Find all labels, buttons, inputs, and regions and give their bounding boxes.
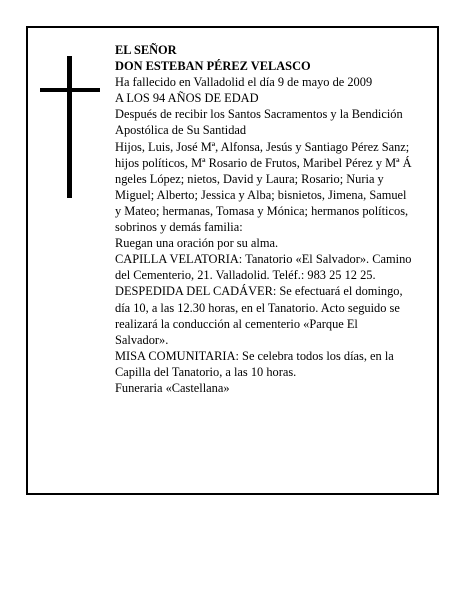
family-list: Hijos, Luis, José Mª, Alfonsa, Jesús y Santiago Pérez Sanz; hijos políticos, Mª Rosario de Frutos, Maribel Pérez y Mª Á ngeles López; nietos, David y Laura; Rosario; Nuria y Miguel; Alberto; Jessica y Alba; bisnietos, Jimena, Samuel y Mateo; hermanas, Tomasa y Mónica; hermanos políticos, sobrinos y demás familia: bbox=[115, 139, 412, 235]
chapel-info: CAPILLA VELATORIA: Tanatorio «El Salvador». Camino del Cementerio, 21. Valladolid. Teléf.: 983 25 12 25. bbox=[115, 252, 412, 283]
deceased-name: DON ESTEBAN PÉREZ VELASCO bbox=[115, 59, 311, 74]
mass-info: MISA COMUNITARIA: Se celebra todos los días, en la Capilla del Tanatorio, a las 10 horas. bbox=[115, 348, 394, 379]
death-line: Ha fallecido en Valladolid el día 9 de mayo de 2009 bbox=[115, 75, 373, 90]
cross-vertical-bar bbox=[67, 56, 72, 198]
farewell-info: DESPEDIDA DEL CADÁVER: Se efectuará el domingo, día 10, a las 12.30 horas, en el Tanatorio. Acto seguido se realizará la conducción al cementerio «Parque El Salvador». bbox=[115, 284, 403, 347]
notice-text bbox=[115, 42, 413, 396]
sacraments-line: Después de recibir los Santos Sacramentos y la Bendición Apostólica de Su Santidad bbox=[115, 107, 403, 138]
funeral-home: Funeraria «Castellana» bbox=[115, 380, 230, 395]
age-line: A LOS 94 AÑOS DE EDAD bbox=[115, 91, 259, 106]
prayer-line: Ruegan una oración por su alma. bbox=[115, 236, 279, 251]
obituary-notice bbox=[26, 26, 439, 495]
header-title: EL SEÑOR bbox=[115, 43, 177, 57]
cross-horizontal-bar bbox=[40, 88, 100, 92]
latin-cross-icon bbox=[40, 56, 100, 198]
